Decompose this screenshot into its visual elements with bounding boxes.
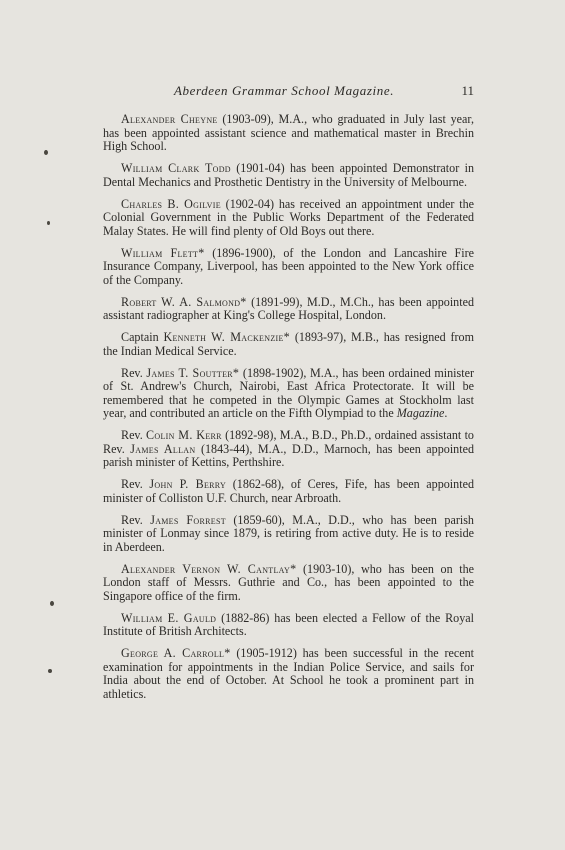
paragraph-text: (1859-60), M.A., D.D., who has been parish minister of Lonmay since 1879, is retiring from active duty. He is to reside in Aberdeen. (103, 512, 474, 554)
person-name: James T. Soutter* (146, 365, 240, 380)
paragraph-text: (1892-98), M.A., B.D., Ph.D., ordained assistant to Rev. (103, 428, 474, 456)
person-name: James Allan (130, 441, 196, 456)
person-name: Alexander Vernon W. Cantlay* (121, 561, 297, 576)
paragraph-carroll (103, 647, 474, 701)
paragraph-text: (1893-97), M.B., has resigned from the Indian Medical Service. (103, 330, 474, 358)
paragraph-suffix: . (444, 406, 448, 420)
paragraph-soutter (103, 367, 474, 421)
paragraph-text: (1882-86) has been elected a Fellow of the Royal Institute of British Architects. (103, 610, 474, 638)
title-prefix: Rev. (121, 477, 150, 491)
paragraph-text: (1896-1900), of the London and Lancashire Fire Insurance Company, Liverpool, has been appointed to the New York office of the Company. (103, 245, 475, 287)
paragraph-todd (103, 162, 474, 189)
binding-speck (44, 150, 48, 155)
paragraph-text: (1901-04) has been appointed Demonstrator in Dental Mechanics and Prosthetic Dentistry in the University of Melbourne. (103, 161, 474, 189)
page-number: 11 (461, 83, 474, 98)
person-name: John P. Berry (149, 477, 227, 491)
paragraph-text: (1891-99), M.D., M.Ch., has been appointed assistant radiographer at King's College Hospital, London. (103, 294, 474, 322)
person-name: Alexander Cheyne (121, 112, 218, 126)
person-name: Robert W. A. Salmond* (121, 294, 247, 309)
binding-speck (48, 669, 52, 673)
running-title: Aberdeen Grammar School Magazine. (174, 83, 395, 98)
paragraph-text: (1843-44), M.A., D.D., Marnoch, has been appointed parish minister of Kettins, Perthshire. (103, 441, 475, 469)
paragraph-text: (1903-09), M.A., who graduated in July last year, has been appointed assistant science and mathematical master in Brechin High School. (103, 112, 474, 153)
paragraph-berry (103, 478, 474, 505)
paragraph-cantlay (103, 563, 474, 604)
page-header (104, 83, 474, 101)
person-name: William Clark Todd (121, 161, 231, 175)
binding-speck (50, 601, 54, 606)
title-prefix: Rev. (121, 512, 151, 527)
paragraph-text: (1903-10), who has been on the London staff of Messrs. Guthrie and Co., has been appointed to the Singapore office of the firm. (103, 561, 474, 603)
article-body (103, 113, 474, 710)
person-name: George A. Carroll* (121, 646, 231, 660)
paragraph-text: (1905-1912) has been successful in the recent examination for appointments in the Indian Police Service, and sails for India about the end of October. At School he took a prominent part in athletics. (103, 646, 474, 701)
paragraph-text: (1902-04) has received an appointment under the Colonial Government in the Public Works Department of the Federated Malay States. He will find plenty of Old Boys out there. (103, 196, 474, 238)
title-prefix: Rev. (121, 428, 147, 442)
person-name: Kenneth W. Mackenzie* (163, 330, 291, 344)
title-prefix: Rev. (121, 365, 147, 380)
person-name: William Flett* (121, 245, 205, 260)
paragraph-ogilvie (103, 198, 474, 239)
title-prefix: Captain (121, 330, 164, 344)
paragraph-flett (103, 247, 474, 288)
person-name: James Forrest (150, 512, 226, 527)
paragraph-text: (1898-1902), M.A., has been ordained minister of St. Andrew's Church, Nairobi, East Africa Protectorate. It will be remembered that he competed in the Olympic Games at Stockholm last year, and contributed an article on the Fifth Olympiad to the (103, 365, 475, 420)
paragraph-text: (1862-68), of Ceres, Fife, has been appointed minister of Colliston U.F. Church, near Arbroath. (103, 477, 474, 505)
paragraph-salmond (103, 296, 474, 323)
person-name: Charles B. Ogilvie (121, 196, 221, 211)
paragraph-gauld (103, 612, 474, 639)
paragraph-forrest (103, 514, 474, 555)
binding-speck (47, 221, 50, 225)
paragraph-cheyne (103, 113, 474, 154)
paragraph-mackenzie (103, 331, 474, 358)
magazine-title: Magazine (396, 406, 445, 420)
paragraph-kerr (103, 429, 474, 470)
person-name: Colin M. Kerr (146, 428, 222, 442)
person-name: William E. Gauld (121, 610, 217, 625)
